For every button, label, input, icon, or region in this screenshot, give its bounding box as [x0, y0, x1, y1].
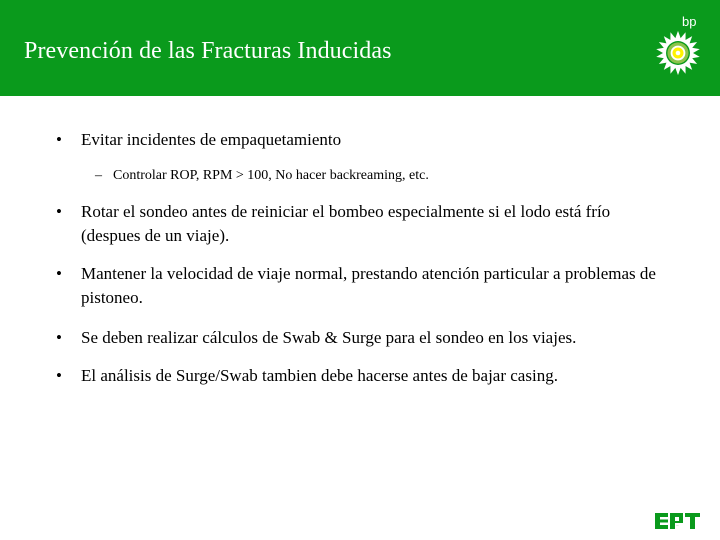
ept-logo: [654, 511, 701, 531]
bullet-item: [56, 326, 666, 350]
slide-title: Prevención de las Fracturas Inducidas: [24, 38, 392, 64]
bullet-text: Mantener la velocidad de viaje normal, prestando atención particular a problemas de pistoneo.: [81, 264, 656, 307]
bp-brand-text: bp: [682, 14, 697, 29]
bullet-marker: •: [56, 130, 62, 149]
bullet-text: El análisis de Surge/Swab tambien debe hacerse antes de bajar casing.: [81, 366, 558, 385]
bullet-text: Rotar el sondeo antes de reiniciar el bombeo especialmente si el lodo está frío (despues de un viaje).: [81, 202, 611, 245]
bullet-item: [56, 128, 666, 152]
bullet-marker: •: [56, 366, 62, 385]
bullet-item: [56, 262, 666, 310]
bullet-text: Evitar incidentes de empaquetamiento: [81, 130, 342, 149]
bullet-item: [56, 364, 666, 388]
bullet-marker: •: [56, 328, 62, 347]
subbullet-marker: –: [95, 168, 102, 183]
bullet-marker: •: [56, 264, 62, 283]
bullet-text: Se deben realizar cálculos de Swab & Surge para el sondeo en los viajes.: [81, 328, 577, 347]
bullet-marker: •: [56, 202, 62, 221]
subbullet-text: Controlar ROP, RPM > 100, No hacer backreaming, etc.: [113, 168, 429, 183]
bullet-item: [56, 200, 666, 248]
ept-logo-text: EPT: [676, 526, 679, 527]
subbullet-item: [95, 167, 655, 185]
